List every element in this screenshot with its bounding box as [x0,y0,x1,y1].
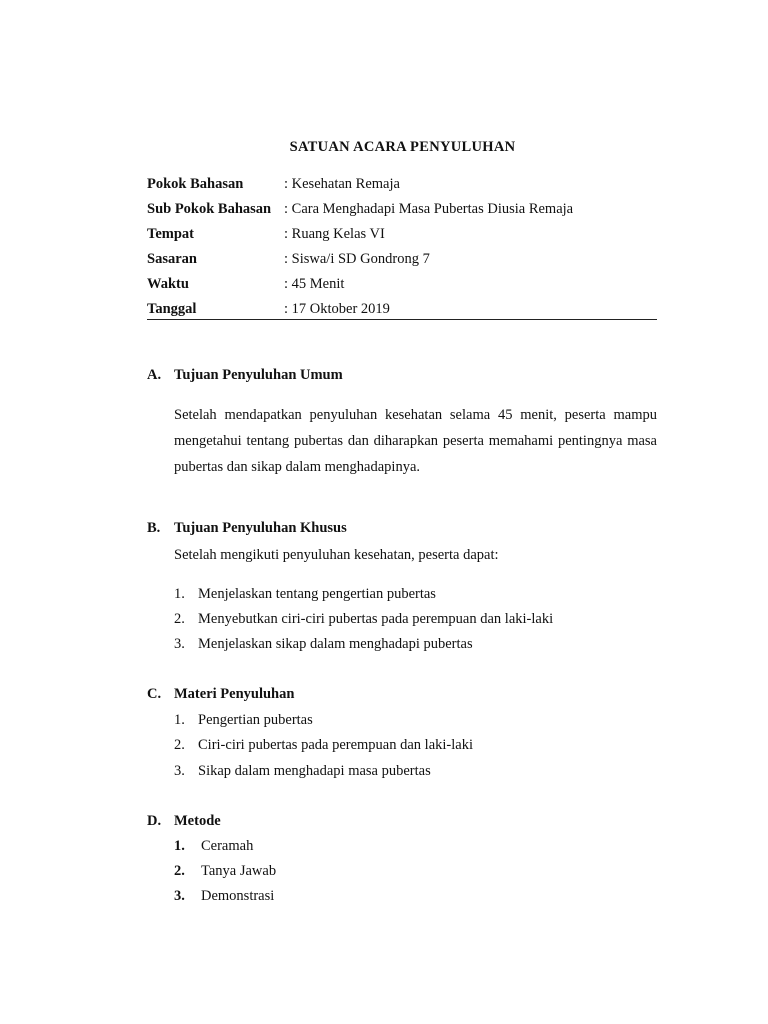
list-number: 1. [174,712,185,728]
list-number: 3. [174,636,185,652]
section-letter: A. [147,367,162,383]
info-label: Sasaran [147,251,197,267]
list-item: Menyebutkan ciri-ciri pubertas pada perempuan dan laki-laki [198,611,554,627]
list-number: 1. [174,838,185,854]
list-item: Tanya Jawab [201,863,277,879]
section-intro: Setelah mengikuti penyuluhan kesehatan, peserta dapat: [174,547,499,563]
info-label: Sub Pokok Bahasan [147,201,272,217]
info-value: : Cara Menghadapi Masa Pubertas Diusia Remaja [284,201,574,217]
list-item: Menjelaskan tentang pengertian pubertas [198,586,436,602]
section-heading: Materi Penyuluhan [174,686,295,702]
info-value: : 45 Menit [284,276,345,292]
info-label: Tanggal [147,301,197,317]
list-number: 3. [174,763,185,779]
info-value: : Kesehatan Remaja [284,176,400,192]
list-item: Ciri-ciri pubertas pada perempuan dan laki-laki [198,737,473,753]
info-label: Waktu [147,276,189,292]
list-item: Ceramah [201,838,254,854]
info-value: : 17 Oktober 2019 [284,301,390,317]
info-value: : Siswa/i SD Gondrong 7 [284,251,430,267]
section-heading: Tujuan Penyuluhan Umum [174,367,343,383]
section-letter: D. [147,813,162,829]
list-number: 2. [174,737,185,753]
list-number: 3. [174,888,185,904]
list-number: 1. [174,586,185,602]
info-label: Pokok Bahasan [147,176,244,192]
list-number: 2. [174,863,185,879]
info-label: Tempat [147,226,194,242]
list-item: Pengertian pubertas [198,712,313,728]
section-heading: Metode [174,813,221,829]
section-letter: C. [147,686,162,702]
list-item: Demonstrasi [201,888,275,904]
list-item: Menjelaskan sikap dalam menghadapi pubertas [198,636,473,652]
info-value: : Ruang Kelas VI [284,226,385,242]
section-paragraph: Setelah mendapatkan penyuluhan kesehatan selama 45 menit, peserta mampu mengetahui tentang pubertas dan diharapkan peserta memahami pentingnya masa pubertas dan sikap dalam menghadapinya. [174,407,657,475]
list-item: Sikap dalam menghadapi masa pubertas [198,763,431,779]
section-heading: Tujuan Penyuluhan Khusus [174,520,347,536]
divider [147,319,657,320]
section-letter: B. [147,520,161,536]
document-title: SATUAN ACARA PENYULUHAN [289,139,516,155]
list-number: 2. [174,611,185,627]
